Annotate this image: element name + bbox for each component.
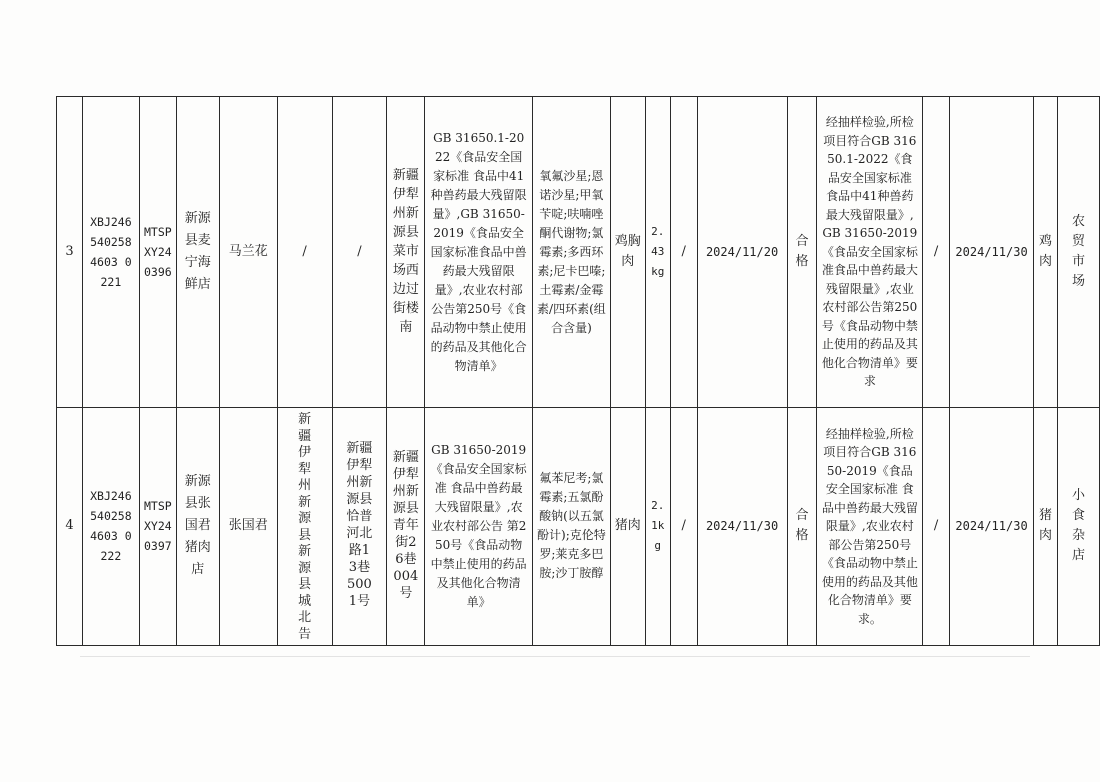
standard-basis: GB 31650.1-2022《食品安全国家标准 食品中41种兽药最大残留限量》,GB 31650-2019《食品安全国家标准食品中兽药最大残留限量》,农业农村部公告第250号《食品动物中禁止使用的药品及其他化合物清单》	[425, 97, 533, 408]
col-a-value: /	[277, 97, 332, 408]
col-c-value: /	[670, 408, 697, 646]
sample-name: 鸡胸肉	[610, 97, 645, 408]
standard-basis: GB 31650-2019《食品安全国家标准 食品中兽药最大残留限量》,农业农村部公告 第250号《食品动物中禁止使用的药品及其他化合物清单》	[425, 408, 533, 646]
col-b-value: /	[332, 97, 387, 408]
shop-name: 新源县张国君猪肉店	[176, 408, 219, 646]
venue: 农贸市场	[1057, 97, 1099, 408]
task-number: MTSPXY240396	[139, 97, 176, 408]
col-a-value: 新疆伊犁州新源县新源县城北告	[277, 408, 332, 646]
col-c-value: /	[670, 97, 697, 408]
owner-name: 张国君	[219, 408, 277, 646]
sample-date: 2024/11/30	[697, 408, 787, 646]
quantity: 2.43kg	[645, 97, 670, 408]
sample-date: 2024/11/20	[697, 97, 787, 408]
row-number: 3	[57, 97, 83, 408]
col-d-value: /	[923, 408, 950, 646]
test-items: 氧氟沙星;恩诺沙星;甲氧苄啶;呋喃唑酮代谢物;氯霉素;多西环素;尼卡巴嗪;土霉素/金霉素/四环素(组合含量)	[533, 97, 611, 408]
conclusion: 经抽样检验,所检项目符合GB 31650-2019《食品安全国家标准 食品中兽药最大残留限量》,农业农村部公告第250号《食品动物中禁止使用的药品及其他化合物清单》要求。	[817, 408, 923, 646]
category: 鸡肉	[1034, 97, 1058, 408]
quantity: 2.1kg	[645, 408, 670, 646]
conclusion: 经抽样检验,所检项目符合GB 31650.1-2022《食品安全国家标准 食品中41种兽药最大残留限量》,GB 31650-2019《食品安全国家标准食品中兽药最大残留限量》,农业农村部公告第250号《食品动物中禁止使用的药品及其他化合物清单》要求	[817, 97, 923, 408]
sample-id: XBJ2465402584603 0221	[82, 97, 139, 408]
task-number: MTSPXY240397	[139, 408, 176, 646]
category: 猪肉	[1034, 408, 1058, 646]
result: 合格	[787, 408, 817, 646]
table-row	[57, 97, 1100, 408]
report-date: 2024/11/30	[950, 97, 1034, 408]
shop-name: 新源县麦宁海鲜店	[176, 97, 219, 408]
col-d-value: /	[923, 97, 950, 408]
sample-id: XBJ2465402584603 0222	[82, 408, 139, 646]
col-b-value: 新疆伊犁州新源县恰普河北路13巷5001号	[332, 408, 387, 646]
address: 新疆伊犁州新源县菜市场西边过街楼南	[387, 97, 425, 408]
inspection-results-table	[56, 96, 1100, 646]
owner-name: 马兰花	[219, 97, 277, 408]
row-number: 4	[57, 408, 83, 646]
sample-name: 猪肉	[610, 408, 645, 646]
result: 合格	[787, 97, 817, 408]
report-date: 2024/11/30	[950, 408, 1034, 646]
bleed-through-band	[80, 656, 1030, 693]
venue: 小食杂店	[1057, 408, 1099, 646]
test-items: 氟苯尼考;氯霉素;五氯酚酸钠(以五氯酚计);克伦特罗;莱克多巴胺;沙丁胺醇	[533, 408, 611, 646]
address: 新疆伊犁州新源县青年街26巷004号	[387, 408, 425, 646]
table-row	[57, 408, 1100, 646]
